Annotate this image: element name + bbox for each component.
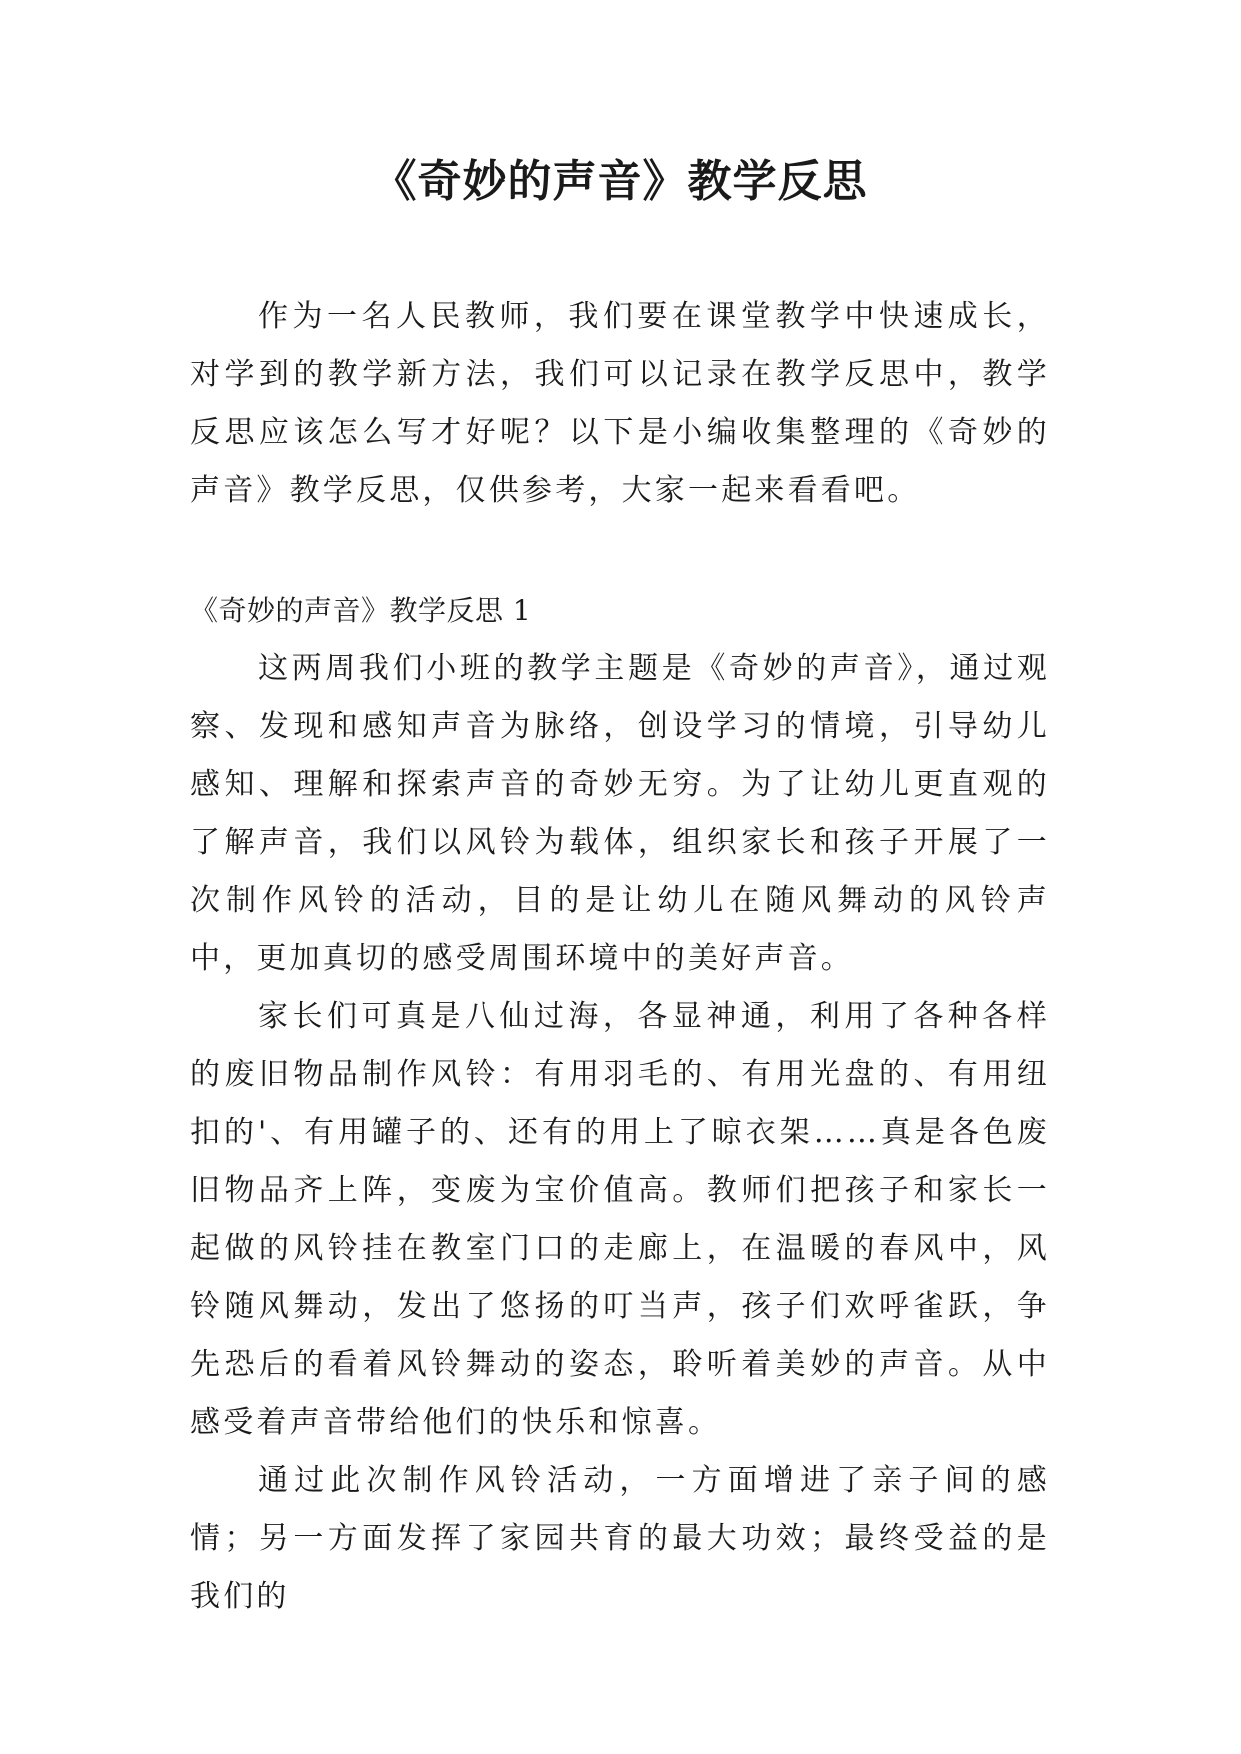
section-heading: 《奇妙的声音》教学反思 1	[190, 594, 532, 627]
section-paragraph-2: 家长们可真是八仙过海，各显神通，利用了各种各样的废旧物品制作风铃：有用羽毛的、有用光盘的、有用纽扣的'、有用罐子的、还有的用上了晾衣架……真是各色废旧物品齐上阵，变废为宝价值高。教师们把孩子和家长一起做的风铃挂在教室门口的走廊上，在温暖的春风中，风铃随风舞动，发出了悠扬的叮当声，孩子们欢呼雀跃，争先恐后的看着风铃舞动的姿态，聆听着美妙的声音。从中感受着声音带给他们的快乐和惊喜。	[190, 999, 1050, 1440]
section-paragraph-3: 通过此次制作风铃活动，一方面增进了亲子间的感情；另一方面发挥了家园共育的最大功效；最终受益的是我们的	[190, 1463, 1050, 1614]
document-title: 《奇妙的声音》教学反思	[372, 156, 868, 207]
section-1	[190, 582, 1050, 1626]
intro-paragraph: 作为一名人民教师，我们要在课堂教学中快速成长，对学到的教学新方法，我们可以记录在教学反思中，教学反思应该怎么写才好呢？以下是小编收集整理的《奇妙的声音》教学反思，仅供参考，大家一起来看看吧。	[190, 299, 1050, 508]
section-paragraph-1: 这两周我们小班的教学主题是《奇妙的声音》，通过观察、发现和感知声音为脉络，创设学习的情境，引导幼儿感知、理解和探索声音的奇妙无穷。为了让幼儿更直观的了解声音，我们以风铃为载体，组织家长和孩子开展了一次制作风铃的活动，目的是让幼儿在随风舞动的风铃声中，更加真切的感受周围环境中的美好声音。	[190, 651, 1050, 976]
